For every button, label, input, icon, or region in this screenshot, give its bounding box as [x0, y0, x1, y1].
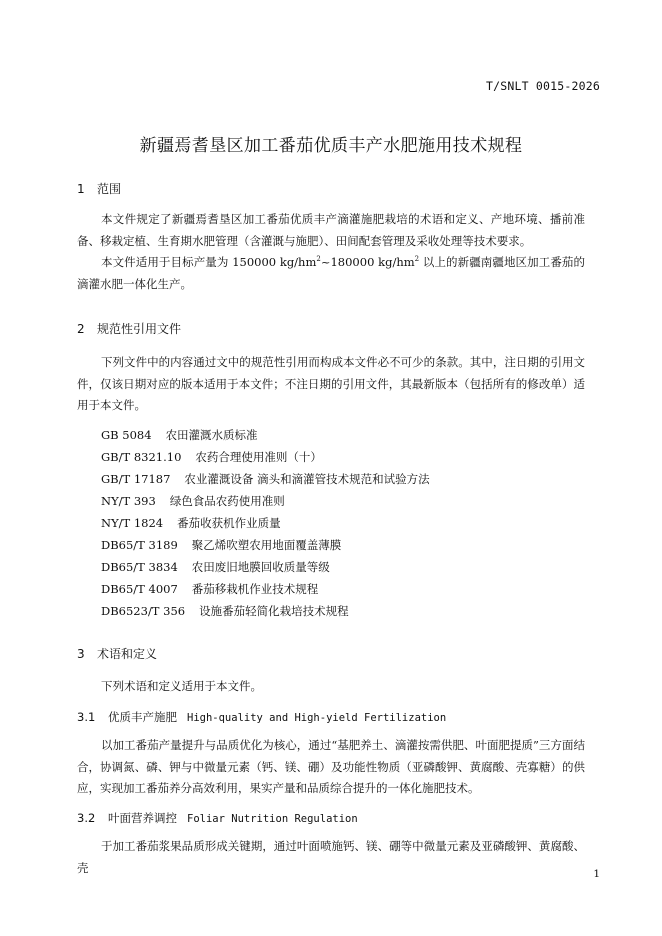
term-3-1-definition: 以加工番茄产量提升与品质优化为核心，通过“基肥养土、滴灌按需供肥、叶面肥提质”三方面结合，协调氮、磷、钾与中微量元素（钙、镁、硼）及功能性物质（亚磷酸钾、黄腐酸、壳寡糖）的供应，实现加工番茄养分高效利用，果实产量和品质综合提升的一体化施肥技术。	[77, 738, 585, 795]
reference-item	[101, 449, 322, 465]
term-3-2-definition: 于加工番茄浆果品质形成关键期，通过叶面喷施钙、镁、硼等中微量元素及亚磷酸钾、黄腐酸、壳	[77, 839, 585, 875]
page-title: 新疆焉耆垦区加工番茄优质丰产水肥施用技术规程	[139, 136, 523, 156]
reference-code: GB/T 17187	[101, 472, 171, 486]
reference-item	[101, 515, 281, 531]
reference-name: 绿色食品农药使用准则	[169, 494, 285, 508]
section-title: 术语和定义	[97, 647, 158, 661]
section-number: 1	[77, 182, 85, 196]
reference-item	[101, 427, 258, 443]
reference-name: 设施番茄轻简化栽培技术规程	[199, 604, 349, 618]
section-3-heading	[77, 645, 157, 662]
reference-name: 番茄收获机作业质量	[177, 516, 281, 530]
reference-code: DB65/T 4007	[101, 582, 178, 596]
reference-code: DB6523/T 356	[101, 604, 186, 618]
reference-name: 农田废旧地膜回收质量等级	[191, 560, 330, 574]
reference-code: DB65/T 3834	[101, 560, 178, 574]
term-number: 3.1	[77, 710, 96, 724]
page-number: 1	[593, 868, 600, 880]
section-title: 规范性引用文件	[97, 322, 182, 336]
section-number: 3	[77, 647, 85, 661]
reference-item	[101, 559, 330, 575]
para-text-c: 以上的新疆南疆地区加工番茄的滴灌水肥一体化生产。	[77, 255, 585, 291]
reference-name: 番茄移栽机作业技术规程	[191, 582, 319, 596]
section-2-para: 下列文件中的内容通过文中的规范性引用而构成本文件必不可少的条款。其中，注日期的引用文件，仅该日期对应的版本适用于本文件；不注日期的引用文件，其最新版本（包括所有的修改单）适用于本文件。	[77, 355, 585, 412]
reference-code: GB 5084	[101, 428, 152, 442]
standard-code: T/SNLT 0015-2026	[486, 79, 600, 93]
reference-code: GB/T 8321.10	[101, 450, 182, 464]
term-number: 3.2	[77, 811, 96, 825]
reference-name: 农业灌溉设备 滴头和滴灌管技术规范和试验方法	[184, 472, 430, 486]
section-1-para-1: 本文件规定了新疆焉耆垦区加工番茄优质丰产滴灌施肥栽培的术语和定义、产地环境、播前准备、移栽定植、生育期水肥管理（含灌溉与施肥）、田间配套管理及采收处理等技术要求。	[77, 212, 585, 248]
superscript: 2	[414, 255, 420, 264]
term-cn: 优质丰产施肥	[108, 710, 177, 724]
reference-code: NY/T 393	[101, 494, 156, 508]
reference-name: 农药合理使用准则（十）	[195, 450, 322, 464]
reference-name: 农田灌溉水质标准	[165, 428, 258, 442]
section-1-heading	[77, 180, 121, 197]
para-text-b: ~180000 kg/hm	[320, 255, 415, 269]
reference-item	[101, 537, 341, 553]
reference-code: DB65/T 3189	[101, 538, 178, 552]
reference-name: 聚乙烯吹塑农用地面覆盖薄膜	[191, 538, 342, 552]
term-3-2-heading	[77, 810, 358, 826]
reference-code: NY/T 1824	[101, 516, 164, 530]
section-1-para-2	[77, 252, 585, 295]
term-en: Foliar Nutrition Regulation	[187, 813, 358, 825]
section-3-intro: 下列术语和定义适用于本文件。	[101, 679, 262, 693]
term-en: High-quality and High-yield Fertilization	[187, 712, 447, 724]
reference-item	[101, 471, 430, 487]
reference-item	[101, 493, 285, 509]
reference-item	[101, 581, 318, 597]
section-title: 范围	[97, 182, 122, 196]
term-cn: 叶面营养调控	[108, 811, 177, 825]
term-3-1-heading	[77, 709, 446, 725]
para-text-a: 本文件适用于目标产量为 150000 kg/hm	[101, 255, 317, 269]
reference-item	[101, 603, 349, 619]
superscript: 2	[316, 255, 321, 264]
section-number: 2	[77, 322, 85, 336]
section-2-heading	[77, 320, 181, 337]
